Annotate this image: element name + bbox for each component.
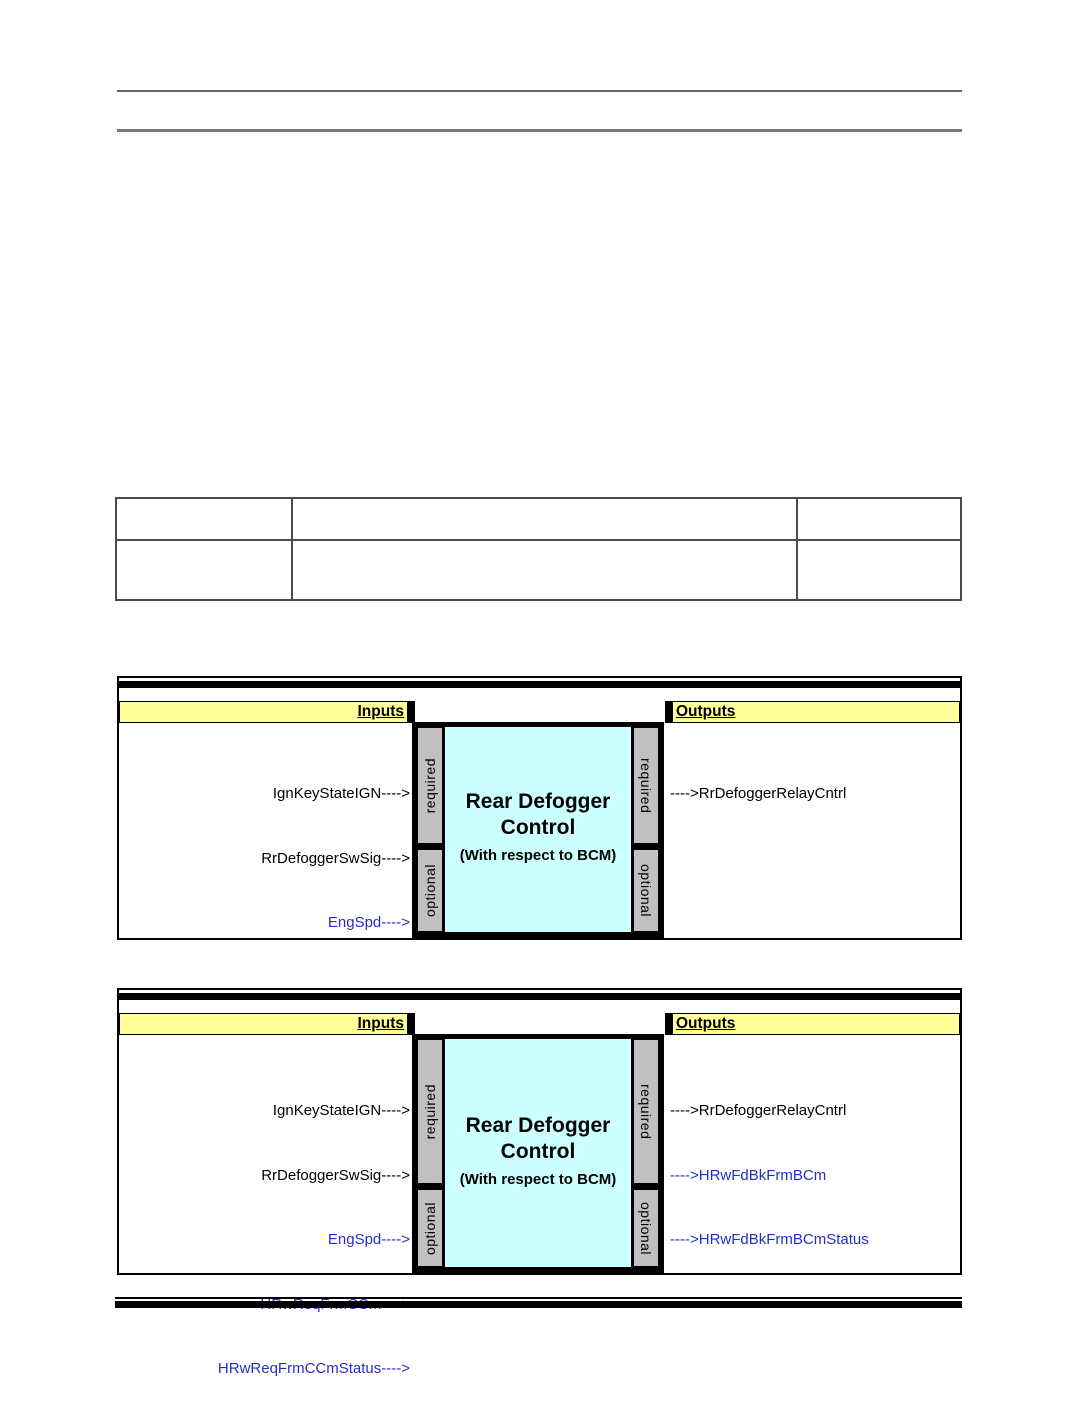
optional-label: optional bbox=[422, 1201, 438, 1255]
left-optional-section bbox=[417, 1189, 443, 1267]
table-cell bbox=[293, 541, 798, 599]
input-signal-list bbox=[119, 740, 410, 977]
input-signal-label: EngSpd----> bbox=[327, 1231, 410, 1248]
output-signal-list bbox=[670, 1057, 960, 1294]
input-signal-label: RrDefoggerSwSig----> bbox=[261, 1166, 410, 1184]
footer-rule-thick bbox=[115, 1301, 962, 1308]
optional-label: optional bbox=[638, 1201, 654, 1255]
block-title-line1: Rear Defogger bbox=[465, 1114, 611, 1137]
output-signal-label: ---->HRwFdBkFrmBCmStatus bbox=[670, 1231, 869, 1248]
table-cell bbox=[293, 499, 798, 541]
input-signal-label: IgnKeyStateIGN----> bbox=[272, 1102, 410, 1119]
inputs-header-band bbox=[119, 1013, 415, 1035]
header-rule-top bbox=[117, 90, 962, 92]
input-signal-list bbox=[119, 1057, 410, 1422]
right-required-section bbox=[633, 727, 659, 844]
output-signal-label: ---->HRwFdBkFrmBCm bbox=[670, 1166, 827, 1184]
outputs-header-band bbox=[665, 701, 960, 723]
right-optional-section bbox=[633, 1189, 659, 1267]
block-title-line2: Control bbox=[500, 1140, 576, 1163]
control-block-core bbox=[445, 1039, 631, 1267]
required-label: required bbox=[422, 757, 438, 814]
outputs-header-label: Outputs bbox=[676, 703, 736, 720]
optional-label: optional bbox=[638, 864, 654, 918]
outputs-header-band bbox=[665, 1013, 960, 1035]
footer-rule bbox=[115, 1297, 962, 1308]
left-optional-section bbox=[417, 849, 443, 932]
required-label: required bbox=[638, 1084, 654, 1140]
required-label: required bbox=[638, 757, 654, 814]
block-subtitle: (With respect to BCM) bbox=[459, 847, 617, 864]
input-signal-label: EngSpd----> bbox=[327, 914, 410, 931]
control-block-core bbox=[445, 727, 631, 932]
block-title-line1: Rear Defogger bbox=[465, 790, 611, 813]
block-title-line2: Control bbox=[500, 816, 576, 839]
block-subtitle: (With respect to BCM) bbox=[459, 1171, 617, 1188]
left-required-section bbox=[417, 727, 443, 844]
left-qualifier-strip bbox=[417, 727, 443, 932]
control-block bbox=[412, 722, 664, 938]
right-required-section bbox=[633, 1039, 659, 1184]
left-required-section bbox=[417, 1039, 443, 1184]
optional-label: optional bbox=[422, 864, 438, 918]
diagram-top-bar bbox=[119, 681, 960, 688]
header-rule-bottom bbox=[117, 129, 962, 132]
io-diagram-basic bbox=[117, 676, 962, 940]
table-cell bbox=[798, 541, 960, 599]
input-signal-label: RrDefoggerSwSig----> bbox=[261, 849, 410, 867]
footer-rule-thin bbox=[115, 1297, 962, 1299]
diagram-top-bar bbox=[119, 993, 960, 1000]
input-signal-label: HRwReqFrmCCmStatus----> bbox=[217, 1360, 410, 1377]
right-qualifier-strip bbox=[633, 1039, 659, 1267]
left-qualifier-strip bbox=[417, 1039, 443, 1267]
inputs-header-label: Inputs bbox=[357, 703, 404, 720]
right-qualifier-strip bbox=[633, 727, 659, 932]
output-signal-list bbox=[670, 740, 960, 848]
outputs-header-label: Outputs bbox=[676, 1015, 736, 1032]
inputs-header-band bbox=[119, 701, 415, 723]
control-block bbox=[412, 1034, 664, 1273]
table-cell bbox=[798, 499, 960, 541]
right-optional-section bbox=[633, 849, 659, 932]
output-signal-label: ---->RrDefoggerRelayCntrl bbox=[670, 1102, 847, 1119]
table-cell bbox=[117, 499, 293, 541]
io-diagram-extended bbox=[117, 988, 962, 1377]
required-label: required bbox=[422, 1084, 438, 1140]
inputs-header-label: Inputs bbox=[357, 1015, 404, 1032]
empty-spec-table bbox=[115, 497, 962, 601]
table-cell bbox=[117, 541, 293, 599]
output-signal-label: ---->RrDefoggerRelayCntrl bbox=[670, 785, 847, 802]
input-signal-label: IgnKeyStateIGN----> bbox=[272, 785, 410, 802]
